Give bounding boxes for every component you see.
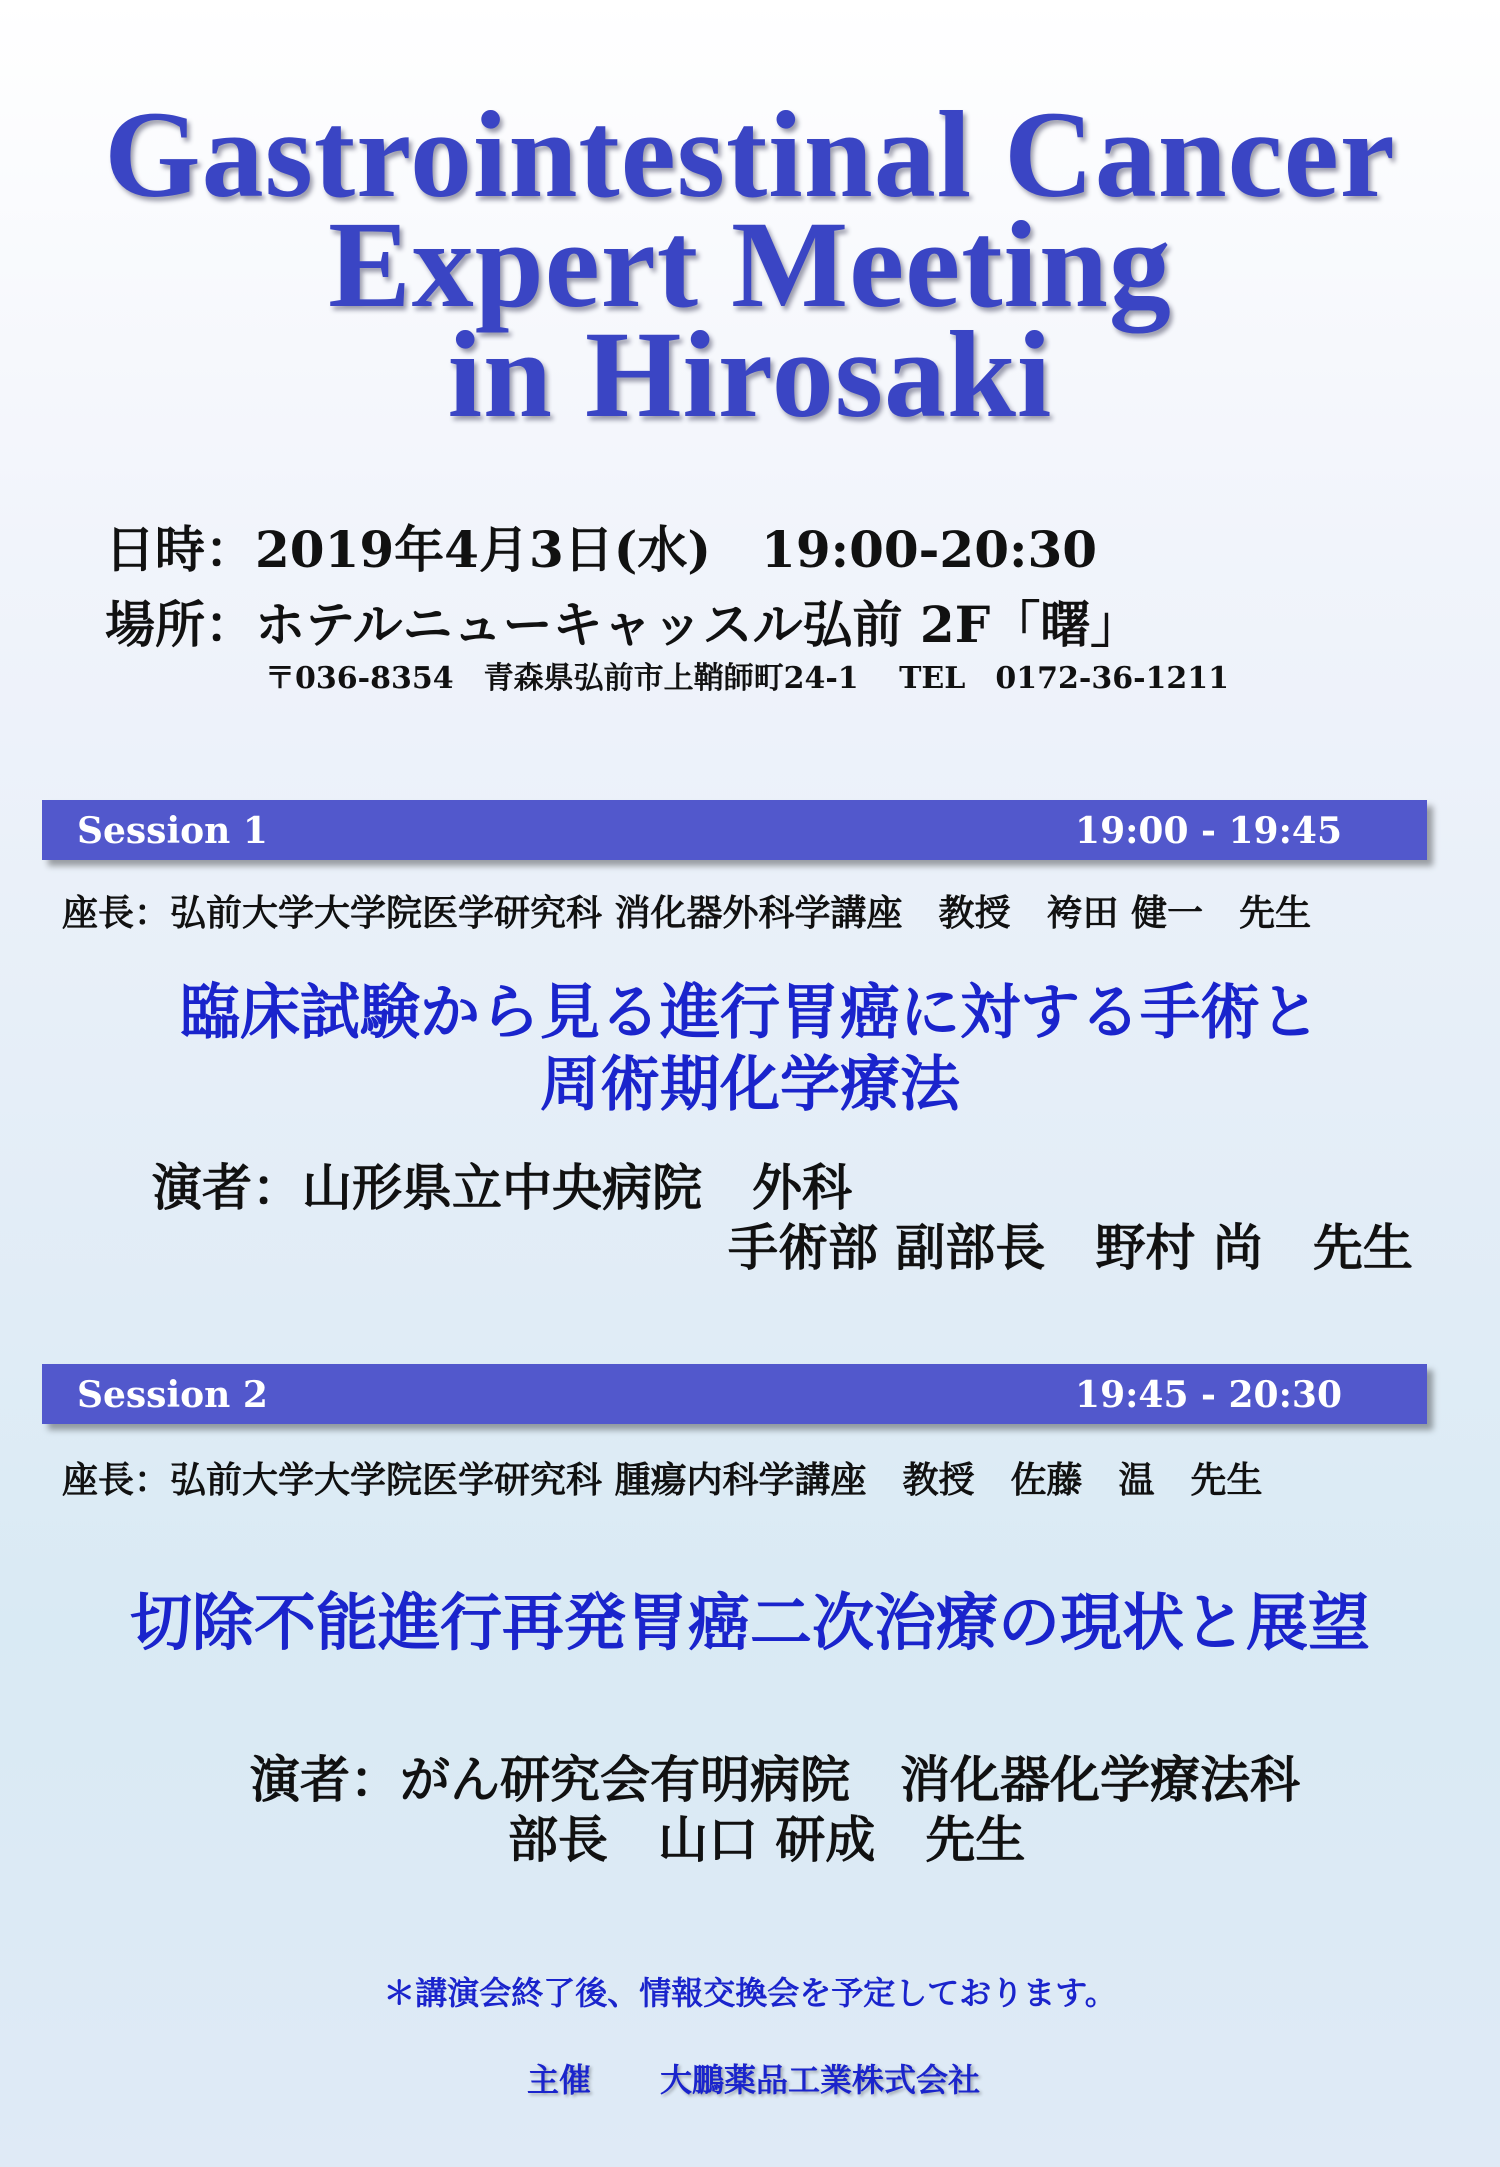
session-2-chair: 座長：弘前大学大学院医学研究科 腫瘍内科学講座 教授 佐藤 温 先生 [62,1459,1263,1501]
session-2-speaker-line-1: 演者：がん研究会有明病院 消化器化学療法科 [250,1750,1300,1809]
organizer-name: 大鵬薬品工業株式会社 [660,2061,981,2099]
organizer-label: 主催 [527,2061,592,2099]
title-line-2: Expert Meeting [328,196,1172,333]
session-1-time: 19:00 - 19:45 [1075,810,1342,852]
event-title [0,86,1500,443]
session-2-time: 19:45 - 20:30 [1075,1374,1342,1416]
post-event-note: ＊講演会終了後、情報交換会を予定しております。 [383,1974,1117,2012]
session-2-talk-line-1: 切除不能進行再発胃癌二次治療の現状と展望 [129,1586,1370,1659]
event-place: 場所：ホテルニューキャッスル弘前 2F「曙」 [105,595,1141,654]
session-2-label: Session 2 [77,1374,268,1416]
session-1-label: Session 1 [77,810,268,852]
event-datetime: 日時：2019年4月3日(水) 19:00-20:30 [105,520,1098,579]
title-line-1: Gastrointestinal Cancer [104,86,1396,223]
session-1-speaker-line-2: 手術部 副部長 野村 尚 先生 [728,1218,1413,1277]
title-line-3: in Hirosaki [447,306,1053,443]
session-1-talk-title [0,977,1500,1121]
session-1-chair: 座長：弘前大学大学院医学研究科 消化器外科学講座 教授 袴田 健一 先生 [62,892,1312,934]
session-1-bar [42,800,1427,860]
session-2-bar [42,1364,1427,1424]
session-2-speaker-line-2: 部長 山口 研成 先生 [508,1810,1026,1869]
session-1-talk-line-1: 臨床試験から見る進行胃癌に対する手術と [180,978,1320,1048]
session-2-talk-title [0,1587,1500,1659]
session-1-speaker-line-1: 演者：山形県立中央病院 外科 [152,1158,852,1217]
event-address: 〒036-8354 青森県弘前市上鞘師町24-1 TEL 0172-36-1211 [265,661,1230,696]
session-1-talk-line-2: 周術期化学療法 [540,1050,960,1120]
